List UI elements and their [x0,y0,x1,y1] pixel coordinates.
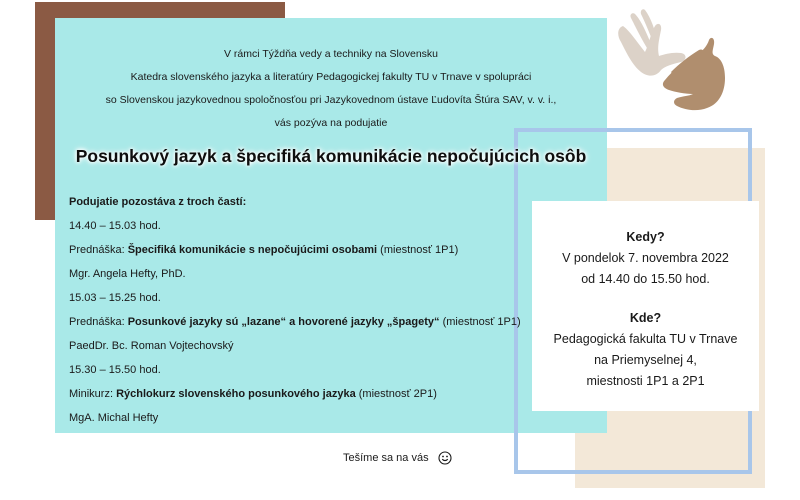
where-line: miestnosti 1P1 a 2P1 [586,374,705,388]
when-line: V pondelok 7. novembra 2022 [562,251,729,265]
block1-room: (miestnosť 1P1) [377,244,459,256]
block1-kind: Prednáška: [69,244,128,256]
event-title: Posunkový jazyk a špecifiká komunikácie nepočujúcich osôb [75,146,587,166]
block2-speaker: PaedDr. Bc. Roman Vojtechovský [69,340,234,352]
block3-kind: Minikurz: [69,388,117,400]
block1-title: Špecifiká komunikácie s nepočujúcimi osobami [127,244,378,256]
block2-title: Posunkové jazyky sú „lazane“ a hovorené jazyky „špagety“ [127,316,440,328]
block3-description [69,382,589,406]
intro-line: Katedra slovenského jazyka a literatúry Pedagogickej fakulty TU v Trnave v spolupráci [130,71,532,83]
smiley-icon [438,451,452,465]
intro-line: vás pozýva na podujatie [274,117,388,129]
intro-line: V rámci Týždňa vedy a techniky na Slovensku [224,48,438,60]
program-schedule [69,190,589,430]
block2-time: 15.03 – 15.25 hod. [69,292,161,304]
block1-description [69,238,589,262]
block3-title: Rýchlokurz slovenského posunkového jazyka [116,388,356,400]
closing-text: Tešíme sa na vás [343,452,429,464]
where-heading: Kde? [629,311,662,325]
block3-speaker: MgA. Michal Hefty [69,412,159,424]
hands-illustration [615,8,735,118]
program-heading: Podujatie pozostáva z troch častí: [69,196,247,208]
block2-kind: Prednáška: [69,316,128,328]
where-line: na Priemyselnej 4, [594,353,697,367]
when-heading: Kedy? [626,230,665,244]
block1-time: 14.40 – 15.03 hod. [69,220,161,232]
event-info-box [532,201,759,411]
block2-room: (miestnosť 1P1) [439,316,521,328]
intro-text [55,43,607,135]
block3-time: 15.30 – 15.50 hod. [69,364,161,376]
where-line: Pedagogická fakulta TU v Trnave [553,332,738,346]
intro-line: so Slovenskou jazykovednou spoločnosťou pri Jazykovednom ústave Ľudovíta Štúra SAV, v. v. i., [105,94,557,106]
when-line: od 14.40 do 15.50 hod. [581,272,710,286]
block3-room: (miestnosť 2P1) [355,388,437,400]
block1-speaker: Mgr. Angela Hefty, PhD. [69,268,186,280]
block2-description [69,310,589,334]
